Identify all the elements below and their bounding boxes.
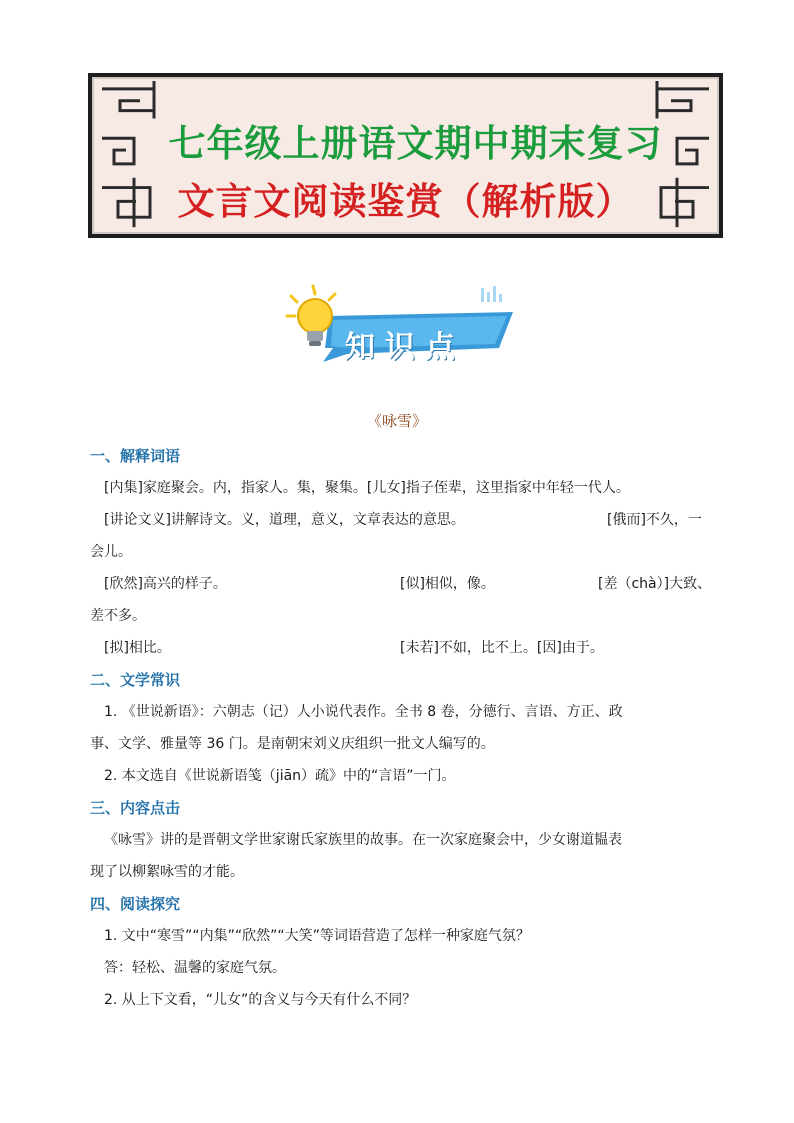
answer-line: 答：轻松、温馨的家庭气氛。 xyxy=(104,960,286,976)
definition-item: [讲论文义]讲解诗文。义，道理，意义，文章表达的意思。 xyxy=(104,512,465,528)
banner-panel xyxy=(92,77,719,234)
definition-item: [拟]相比。 xyxy=(104,640,171,656)
section-heading-4: 四、阅读探究 xyxy=(90,895,181,913)
knowledge-badge xyxy=(285,282,515,365)
definition-item: [欣然]高兴的样子。 xyxy=(104,576,227,592)
banner-title-line1: 七年级上册语文期中期末复习 xyxy=(168,122,663,165)
literary-note-line: 1. 《世说新语》：六朝志（记）人小说代表作。全书 8 卷，分德行、言语、方正、政 xyxy=(104,704,623,720)
literary-note-line: 事、文学、雅量等 36 门。是南朝宋刘义庆组织一批文人编写的。 xyxy=(90,736,495,752)
definition-line: [内集]家庭聚会。内，指家人。集，聚集。[儿女]指子侄辈，这里指家中年轻一代人。 xyxy=(104,480,630,496)
definition-item: [差（chà）]大致、 xyxy=(598,576,712,592)
content-summary-line: 《咏雪》讲的是晋朝文学世家谢氏家族里的故事。在一次家庭聚会中，少女谢道韫表 xyxy=(104,832,622,848)
question-line: 1. 文中“寒雪”“内集”“欣然”“大笑”等词语营造了怎样一种家庭气氛？ xyxy=(104,928,530,944)
question-line: 2. 从上下文看，“儿女”的含义与今天有什么不同？ xyxy=(104,992,417,1008)
definition-line: 会儿。 xyxy=(90,544,132,560)
definition-row xyxy=(90,504,730,536)
definition-row xyxy=(90,632,730,664)
document-body xyxy=(90,440,730,1016)
section-heading-3: 三、内容点击 xyxy=(90,799,181,817)
definition-item: [似]相似，像。 xyxy=(400,576,495,592)
banner-title-line2: 文言文阅读鉴赏（解析版） xyxy=(177,180,634,223)
definition-row xyxy=(90,568,730,600)
literary-note-line: 2. 本文选自《世说新语笺（jiān）疏》中的“言语”一门。 xyxy=(104,768,456,784)
definition-item: [俄而]不久，一 xyxy=(607,512,702,528)
definition-item: [未若]不如，比不上。[因]由于。 xyxy=(400,640,604,656)
poem-title: 《咏雪》 xyxy=(366,412,427,430)
title-banner xyxy=(88,73,723,238)
section-heading-1: 一、解释词语 xyxy=(90,447,181,465)
content-summary-line: 现了以柳絮咏雪的才能。 xyxy=(90,864,244,880)
knowledge-badge-label: 知识点 xyxy=(345,330,465,365)
definition-line: 差不多。 xyxy=(90,608,146,624)
section-heading-2: 二、文学常识 xyxy=(90,671,181,689)
